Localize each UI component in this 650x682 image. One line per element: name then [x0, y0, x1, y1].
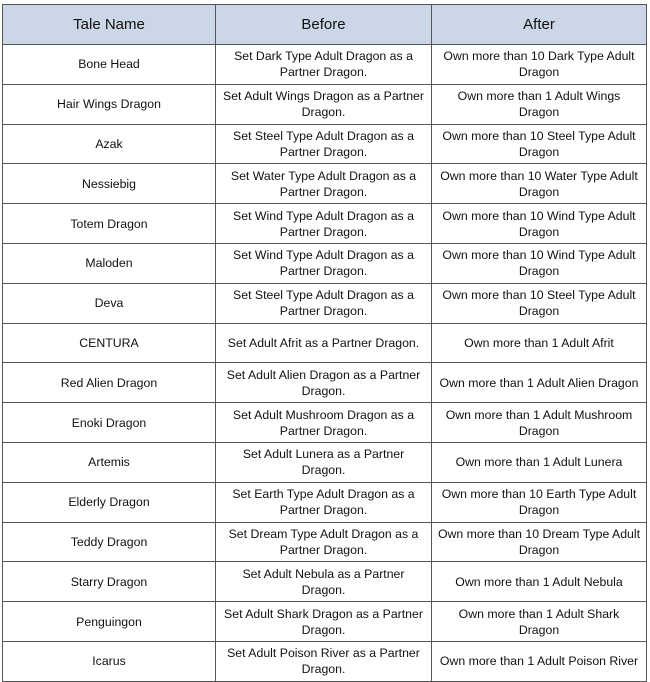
- table-row: [3, 45, 647, 85]
- after-cell: Own more than 10 Steel Type Adult Dragon: [432, 124, 647, 164]
- after-cell: Own more than 1 Adult Afrit: [432, 323, 647, 363]
- tale-name-cell: Maloden: [3, 243, 216, 283]
- after-cell: Own more than 1 Adult Lunera: [432, 442, 647, 482]
- after-cell: Own more than 10 Wind Type Adult Dragon: [432, 204, 647, 244]
- tale-name-cell: Azak: [3, 124, 216, 164]
- table-row: [3, 602, 647, 642]
- tale-name-cell: Starry Dragon: [3, 562, 216, 602]
- after-cell: Own more than 10 Wind Type Adult Dragon: [432, 243, 647, 283]
- before-cell: Set Dream Type Adult Dragon as a Partner Dragon.: [216, 522, 432, 562]
- header-before: Before: [216, 5, 432, 45]
- table-row: [3, 442, 647, 482]
- after-cell: Own more than 10 Dream Type Adult Dragon: [432, 522, 647, 562]
- table-row: [3, 124, 647, 164]
- after-cell: Own more than 10 Dark Type Adult Dragon: [432, 45, 647, 85]
- before-cell: Set Adult Nebula as a Partner Dragon.: [216, 562, 432, 602]
- before-cell: Set Adult Wings Dragon as a Partner Dragon.: [216, 84, 432, 124]
- before-cell: Set Dark Type Adult Dragon as a Partner Dragon.: [216, 45, 432, 85]
- table-row: [3, 403, 647, 443]
- tale-name-cell: Penguingon: [3, 602, 216, 642]
- before-cell: Set Earth Type Adult Dragon as a Partner Dragon.: [216, 482, 432, 522]
- tale-name-cell: CENTURA: [3, 323, 216, 363]
- table-row: [3, 522, 647, 562]
- after-cell: Own more than 1 Adult Mushroom Dragon: [432, 403, 647, 443]
- header-tale-name: Tale Name: [3, 5, 216, 45]
- table-row: [3, 363, 647, 403]
- table-row: [3, 204, 647, 244]
- tale-table: [2, 4, 647, 682]
- before-cell: Set Adult Afrit as a Partner Dragon.: [216, 323, 432, 363]
- table-row: [3, 164, 647, 204]
- table-row: [3, 641, 647, 681]
- tale-name-cell: Elderly Dragon: [3, 482, 216, 522]
- tale-name-cell: Red Alien Dragon: [3, 363, 216, 403]
- before-cell: Set Adult Alien Dragon as a Partner Dragon.: [216, 363, 432, 403]
- before-cell: Set Adult Lunera as a Partner Dragon.: [216, 442, 432, 482]
- tale-name-cell: Deva: [3, 283, 216, 323]
- table-row: [3, 482, 647, 522]
- table-row: [3, 84, 647, 124]
- tale-name-cell: Teddy Dragon: [3, 522, 216, 562]
- after-cell: Own more than 1 Adult Alien Dragon: [432, 363, 647, 403]
- tale-name-cell: Icarus: [3, 641, 216, 681]
- table-row: [3, 562, 647, 602]
- tale-name-cell: Hair Wings Dragon: [3, 84, 216, 124]
- before-cell: Set Steel Type Adult Dragon as a Partner Dragon.: [216, 124, 432, 164]
- tale-name-cell: Totem Dragon: [3, 204, 216, 244]
- after-cell: Own more than 10 Earth Type Adult Dragon: [432, 482, 647, 522]
- table-row: [3, 323, 647, 363]
- tale-name-cell: Enoki Dragon: [3, 403, 216, 443]
- before-cell: Set Adult Mushroom Dragon as a Partner Dragon.: [216, 403, 432, 443]
- before-cell: Set Wind Type Adult Dragon as a Partner Dragon.: [216, 204, 432, 244]
- tale-name-cell: Artemis: [3, 442, 216, 482]
- before-cell: Set Adult Shark Dragon as a Partner Dragon.: [216, 602, 432, 642]
- after-cell: Own more than 1 Adult Wings Dragon: [432, 84, 647, 124]
- header-after: After: [432, 5, 647, 45]
- table-row: [3, 283, 647, 323]
- tale-name-cell: Nessiebig: [3, 164, 216, 204]
- before-cell: Set Adult Poison River as a Partner Dragon.: [216, 641, 432, 681]
- before-cell: Set Water Type Adult Dragon as a Partner Dragon.: [216, 164, 432, 204]
- before-cell: Set Wind Type Adult Dragon as a Partner Dragon.: [216, 243, 432, 283]
- after-cell: Own more than 1 Adult Shark Dragon: [432, 602, 647, 642]
- after-cell: Own more than 1 Adult Poison River: [432, 641, 647, 681]
- before-cell: Set Steel Type Adult Dragon as a Partner Dragon.: [216, 283, 432, 323]
- tale-name-cell: Bone Head: [3, 45, 216, 85]
- header-row: [3, 5, 647, 45]
- after-cell: Own more than 1 Adult Nebula: [432, 562, 647, 602]
- table-row: [3, 243, 647, 283]
- after-cell: Own more than 10 Water Type Adult Dragon: [432, 164, 647, 204]
- after-cell: Own more than 10 Steel Type Adult Dragon: [432, 283, 647, 323]
